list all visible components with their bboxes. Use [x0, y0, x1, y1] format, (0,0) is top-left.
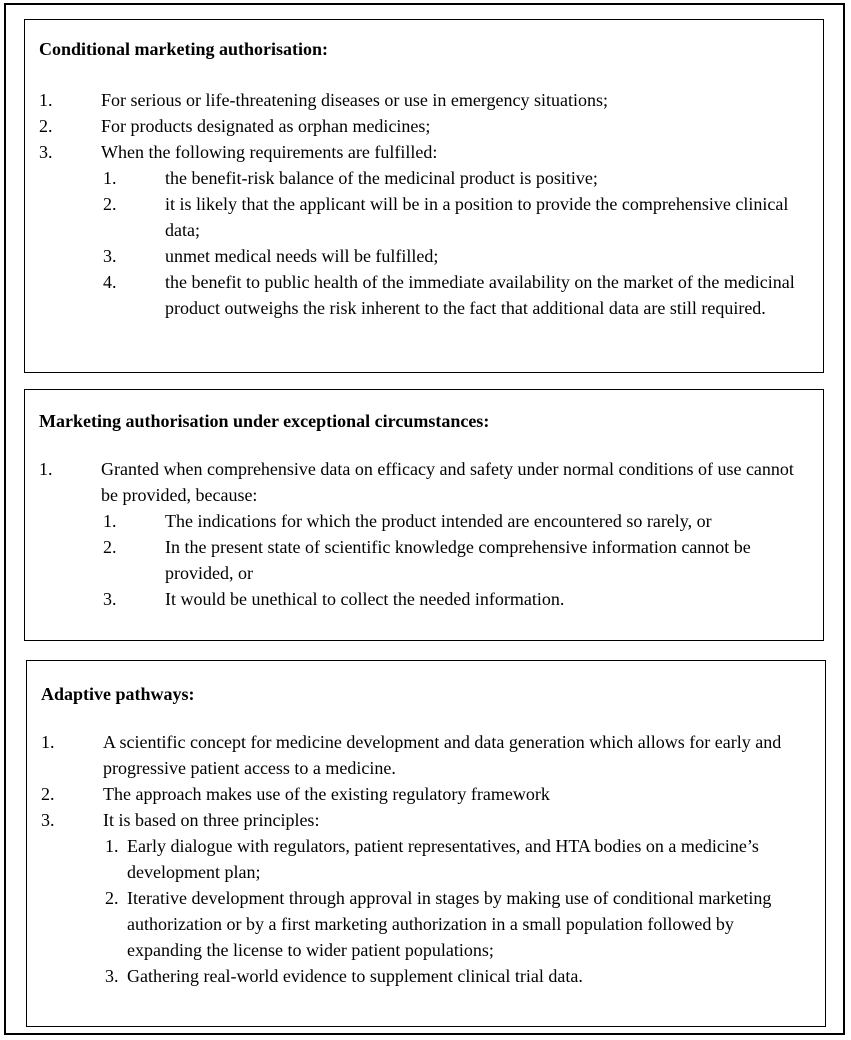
sub-list-item [27, 833, 807, 885]
sub-list-item [25, 508, 805, 534]
list-text: It is based on three principles: [103, 810, 320, 830]
list-number: 3. [39, 142, 53, 162]
sub-list-text: the benefit to public health of the immediate availability on the market of the medicinal product outweighs the risk inherent to the fact that additional data are still required. [165, 272, 795, 318]
list-text: For serious or life-threatening diseases or use in emergency situations; [101, 90, 609, 110]
sub-list-number: 3. [103, 589, 117, 609]
sub-list-text: Iterative development through approval in stages by making use of conditional marketing authorization or by a first marketing authorization in a small population followed by expanding the license to wider patient populations; [127, 888, 772, 960]
list-item [25, 87, 823, 113]
sub-list-text: In the present state of scientific knowledge comprehensive information cannot be provided, or [165, 537, 751, 583]
list-text: A scientific concept for medicine development and data generation which allows for early and progressive patient access to a medicine. [103, 732, 782, 778]
sub-list-number: 1. [103, 511, 117, 531]
sub-list [101, 508, 805, 612]
list-number: 2. [41, 784, 55, 804]
list-number: 1. [41, 732, 55, 752]
sub-list-number: 2. [105, 888, 119, 908]
list-text: When the following requirements are fulfilled: [101, 142, 438, 162]
sub-list-number: 3. [105, 966, 119, 986]
list-text: For products designated as orphan medicines; [101, 116, 431, 136]
sub-list-number: 1. [105, 836, 119, 856]
section-exceptional-circumstances [24, 389, 824, 641]
list-item [25, 139, 823, 321]
list-number: 3. [41, 810, 55, 830]
sub-list-text: Early dialogue with regulators, patient representatives, and HTA bodies on a medicine’s development plan; [127, 836, 759, 882]
sub-list-number: 4. [103, 272, 117, 292]
sub-list [103, 833, 807, 989]
sub-list-text: unmet medical needs will be fulfilled; [165, 246, 439, 266]
list-item [27, 807, 825, 989]
sub-list-number: 2. [103, 537, 117, 557]
section-adaptive-pathways [26, 660, 826, 1027]
sub-list-number: 1. [103, 168, 117, 188]
section-list [25, 87, 823, 321]
sub-list-item [25, 165, 805, 191]
sub-list-item [25, 269, 805, 321]
list-item [25, 113, 823, 139]
list-number: 1. [39, 459, 53, 479]
list-item [27, 781, 825, 807]
sub-list-item [27, 885, 807, 963]
list-number: 1. [39, 90, 53, 110]
sub-list-text: It would be unethical to collect the needed information. [165, 589, 565, 609]
list-item [27, 729, 825, 781]
section-list [25, 456, 823, 612]
sub-list-text: The indications for which the product intended are encountered so rarely, or [165, 511, 712, 531]
sub-list-text: it is likely that the applicant will be in a position to provide the comprehensive clinical data; [165, 194, 789, 240]
sub-list [101, 165, 805, 321]
list-text: The approach makes use of the existing regulatory framework [103, 784, 550, 804]
sub-list-text: the benefit-risk balance of the medicinal product is positive; [165, 168, 598, 188]
section-title: Conditional marketing authorisation: [39, 39, 329, 59]
section-list [27, 729, 825, 989]
list-text: Granted when comprehensive data on efficacy and safety under normal conditions of use cannot be provided, because: [101, 459, 794, 505]
section-conditional-marketing [24, 19, 824, 373]
sub-list-number: 2. [103, 194, 117, 214]
sub-list-item [25, 191, 805, 243]
sub-list-text: Gathering real-world evidence to supplement clinical trial data. [127, 966, 583, 986]
sub-list-item [25, 586, 805, 612]
list-number: 2. [39, 116, 53, 136]
sub-list-number: 3. [103, 246, 117, 266]
sub-list-item [27, 963, 807, 989]
list-item [25, 456, 823, 612]
sub-list-item [25, 534, 805, 586]
sub-list-item [25, 243, 805, 269]
section-title: Adaptive pathways: [41, 684, 195, 704]
section-title: Marketing authorisation under exceptional circumstances: [39, 411, 490, 431]
